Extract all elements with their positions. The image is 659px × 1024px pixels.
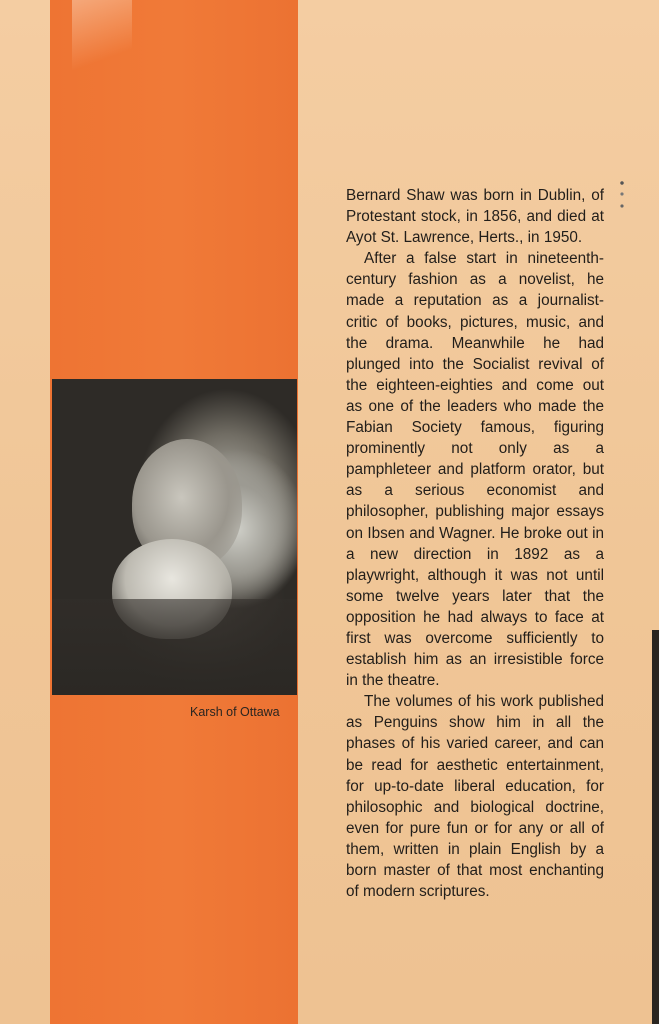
ink-specks <box>620 180 624 210</box>
photo-credit-caption: Karsh of Ottawa <box>190 705 280 719</box>
author-portrait-photo <box>52 379 297 695</box>
biography-paragraph-3: The volumes of his work published as Penguins show him in all the phases of his varied career, and can be read for aesthetic entertainment, for up-to-date liberal education, for philosophic and biological doctrine, even for pure fun or for any or all of them, written in plain English by a born master of that most enchanting of modern scriptures. <box>346 693 604 901</box>
author-biography <box>346 185 604 902</box>
biography-paragraph-1: Bernard Shaw was born in Dublin, of Protestant stock, in 1856, and died at Ayot St. Lawrence, Herts., in 1950. <box>346 187 604 247</box>
cover-wear-mark <box>72 0 132 80</box>
biography-paragraph-2: After a false start in nineteenth-century fashion as a novelist, he made a reputation as a journalist-critic of books, pictures, music, and the drama. Meanwhile he had plunged into the Socialist revival of the eighteen-eighties and come out as one of the leaders who made the Fabian Society famous, figuring prominently not only as a pamphleteer and platform orator, but as a serious economist and philosopher, publishing major essays on Ibsen and Wagner. He broke out in a new direction in 1892 as a playwright, although it was not until some twelve years later that the opposition he had always to face at first was overcome sufficiently to establish him as an irresistible force in the theatre. <box>346 250 604 690</box>
page-edge-shadow <box>652 630 659 1024</box>
portrait-coat <box>52 599 297 695</box>
